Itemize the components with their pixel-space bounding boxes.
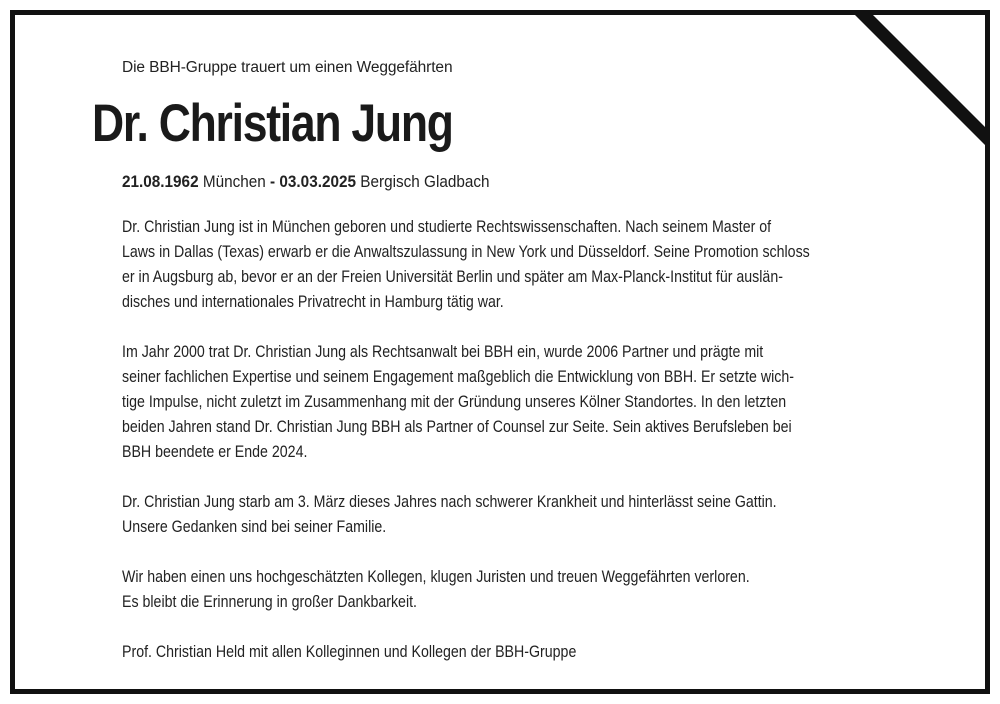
signature-line	[122, 640, 932, 665]
obituary-frame	[10, 10, 990, 694]
paragraph-passing	[122, 490, 932, 540]
dates-separator: -	[270, 172, 276, 191]
birth-place: München	[202, 172, 266, 191]
text-line: Prof. Christian Held mit allen Kolleginnen und Kollegen der BBH-Gruppe	[122, 643, 577, 661]
text-line: er in Augsburg ab, bevor er an der Freien Universität Berlin und später am Max-Planck-Institut für auslän-	[122, 268, 783, 286]
death-date: 03.03.2025	[279, 172, 356, 191]
birth-date: 21.08.1962	[122, 172, 199, 191]
text-line: BBH beendete er Ende 2024.	[122, 443, 308, 461]
text-line: Es bleibt die Erinnerung in großer Dankbarkeit.	[122, 593, 417, 611]
text-line: Laws in Dallas (Texas) erwarb er die Anwaltszulassung in New York und Düsseldorf. Seine Promotion schloss	[122, 243, 810, 261]
obituary-content	[15, 15, 985, 689]
paragraph-career	[122, 340, 932, 465]
deceased-name: Dr. Christian Jung	[92, 94, 453, 153]
death-place: Bergisch Gladbach	[360, 172, 490, 191]
text-line: beiden Jahren stand Dr. Christian Jung BBH als Partner of Counsel zur Seite. Sein aktives Berufsleben bei	[122, 418, 792, 436]
intro-line: Die BBH-Gruppe trauert um einen Weggefährten	[122, 59, 453, 76]
text-line: Wir haben einen uns hochgeschätzten Kollegen, klugen Juristen und treuen Weggefährten verloren.	[122, 568, 750, 586]
text-line: Dr. Christian Jung starb am 3. März dieses Jahres nach schwerer Krankheit und hinterlässt seine Gattin.	[122, 493, 777, 511]
text-line: Unsere Gedanken sind bei seiner Familie.	[122, 518, 387, 536]
text-line: Dr. Christian Jung ist in München geboren und studierte Rechtswissenschaften. Nach seinem Master of	[122, 218, 772, 236]
text-line: tige Impulse, nicht zuletzt im Zusammenhang mit der Gründung unseres Kölner Standortes. In den letzten	[122, 393, 787, 411]
text-line: disches und internationales Privatrecht in Hamburg tätig war.	[122, 293, 504, 311]
life-dates	[122, 172, 490, 192]
text-line: seiner fachlichen Expertise und seinem Engagement maßgeblich die Entwicklung von BBH. Er setzte wich-	[122, 368, 794, 386]
paragraph-biography	[122, 215, 932, 315]
paragraph-remembrance	[122, 565, 932, 615]
obituary-body	[122, 215, 932, 690]
text-line: Im Jahr 2000 trat Dr. Christian Jung als Rechtsanwalt bei BBH ein, wurde 2006 Partner und prägte mit	[122, 343, 764, 361]
